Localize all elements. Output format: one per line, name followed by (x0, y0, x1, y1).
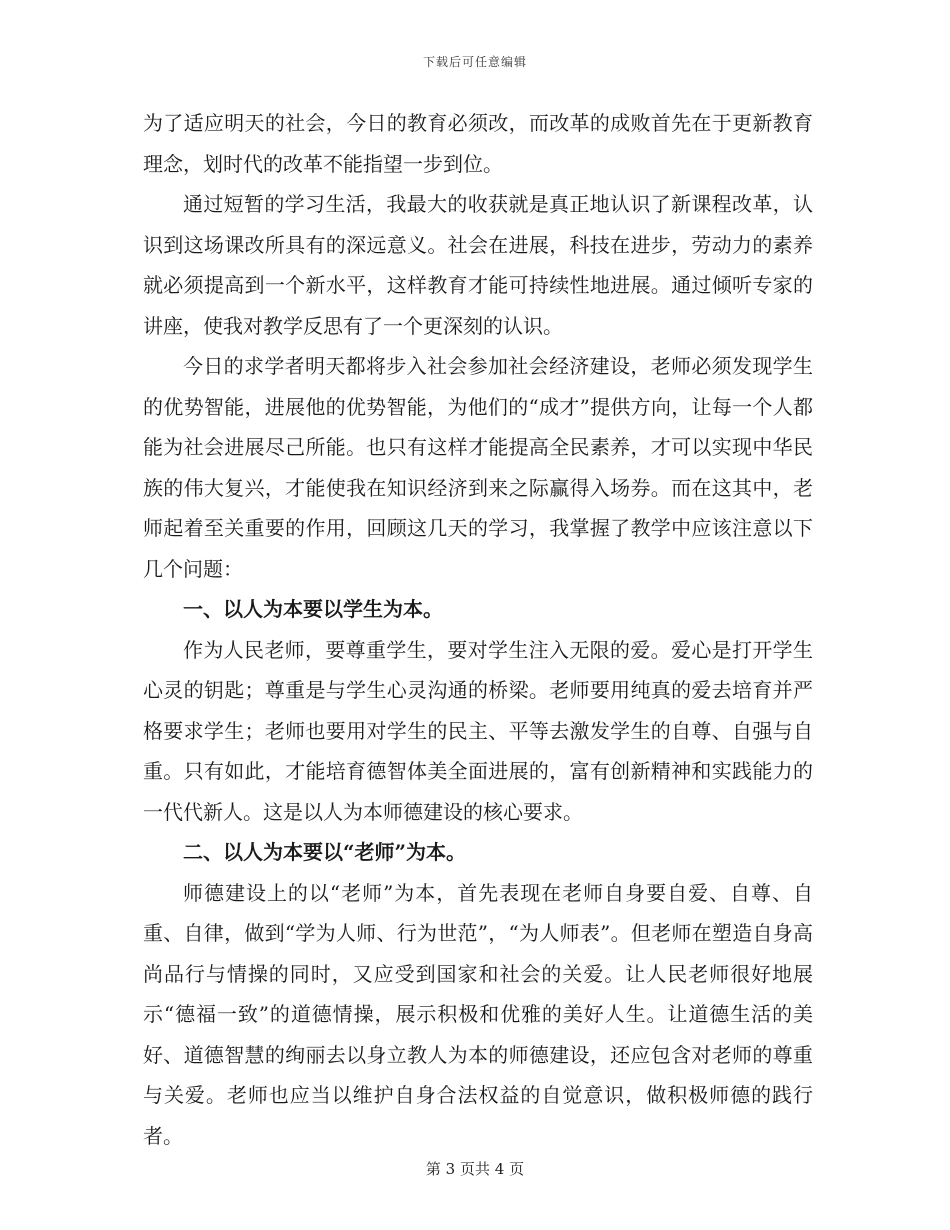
section-heading-student: 一、以人为本要以学生为本。 (183, 597, 443, 621)
page-header: 下载后可任意编辑 (422, 55, 527, 69)
paragraph-teacher-ethics: 师德建设上的以“老师”为本，首先表现在老师自身要自爱、自尊、自重、自律，做到“学为人师、行为世范”，“为人师表”。但老师在塑造自身高尚品行与情操的同时，又应受到国家和社会的关爱。让人民老师很好地展示“德福一致”的道德情操，展示积极和优雅的美好人生。让道德生活的美好、道德智慧的绚丽去以身立教人为本的师德建设，还应包含对老师的尊重与关爱。老师也应当以维护自身合法权益的自觉意识，做积极师德的践行者。 (143, 880, 813, 1148)
paragraph-learning-gains: 通过短暂的学习生活，我最大的收获就是真正地认识了新课程改革，认识到这场课改所具有的深远意义。社会在进展，科技在进步，劳动力的素养就必须提高到一个新水平，这样教育才能可持续性地进展。通过倾听专家的讲座，使我对教学反思有了一个更深刻的认识。 (143, 192, 813, 338)
page-footer: 第 3 页共 4 页 (425, 1160, 525, 1178)
section-heading-teacher: 二、以人为本要以“老师”为本。 (183, 840, 467, 864)
paragraph-continuation: 为了适应明天的社会，今日的教育必须改，而改革的成败首先在于更新教育理念，划时代的改革不能指望一步到位。 (143, 111, 813, 176)
paragraph-student-future: 今日的求学者明天都将步入社会参加社会经济建设，老师必须发现学生的优势智能，进展他的优势智能，为他们的“成才”提供方向，让每一个人都能为社会进展尽己所能。也只有这样才能提高全民素养，才可以实现中华民族的伟大复兴，才能使我在知识经济到来之际赢得入场券。而在这其中，老师起着至关重要的作用，回顾这几天的学习，我掌握了教学中应该注意以下几个问题： (143, 354, 813, 581)
document-body (143, 103, 813, 1156)
paragraph-respect-students: 作为人民老师，要尊重学生，要对学生注入无限的爱。爱心是打开学生心灵的钥匙；尊重是与学生心灵沟通的桥梁。老师要用纯真的爱去培育并严格要求学生；老师也要用对学生的民主、平等去激发学生的自尊、自强与自重。只有如此，才能培育德智体美全面进展的，富有创新精神和实践能力的一代代新人。这是以人为本师德建设的核心要求。 (143, 637, 813, 824)
